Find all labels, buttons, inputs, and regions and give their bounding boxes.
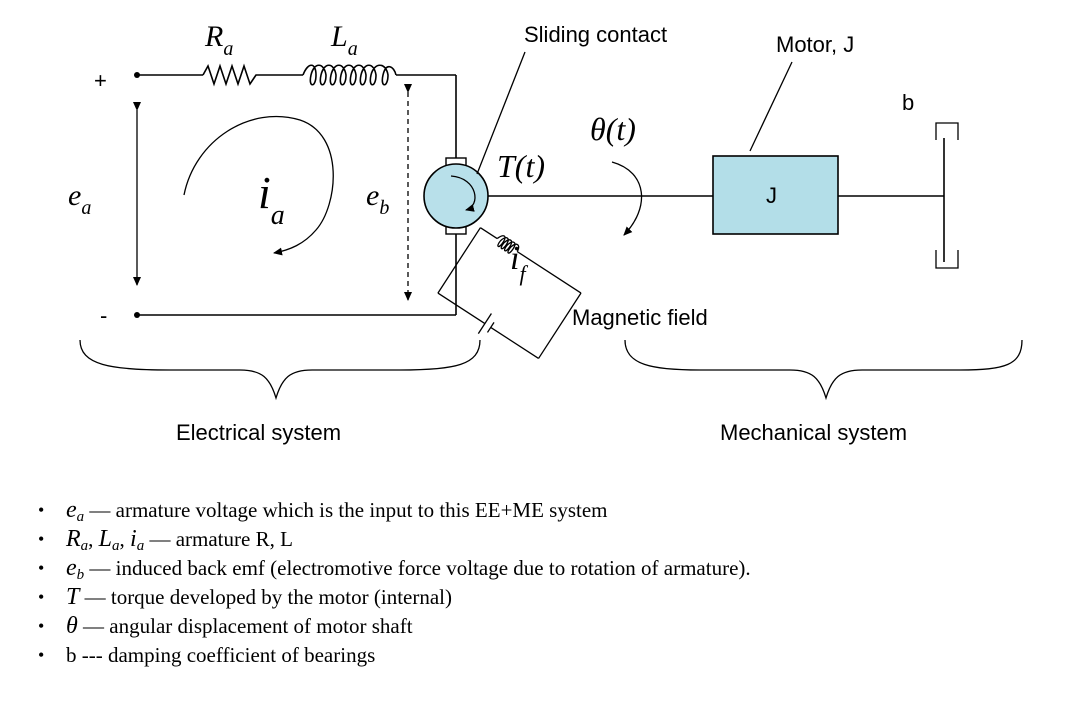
motor-j-pointer	[750, 62, 792, 151]
ra-label: $R_a$	[205, 20, 234, 60]
legend-item-ea: • $e_a$ — armature voltage which is the input to this EE+ME system	[38, 497, 608, 525]
electrical-brace	[80, 340, 480, 398]
field-circuit	[431, 223, 584, 369]
magnetic-field-label: Magnetic field	[572, 305, 708, 330]
legend-item-torque: • T — torque developed by the motor (internal)	[38, 584, 452, 610]
ia-label: $i_a$	[258, 167, 285, 231]
legend-item-eb: • $e_b$ — induced back emf (electromotive force voltage due to rotation of armature).	[38, 555, 751, 583]
if-label: $i_f$	[510, 240, 526, 286]
theta-label: θ(t)	[590, 111, 636, 147]
eb-label: $e_b$	[366, 179, 390, 219]
damping-b-label: b	[902, 90, 915, 115]
la-label: $L_a$	[331, 20, 358, 60]
motor-armature	[424, 164, 488, 228]
resistor-ra	[137, 66, 262, 84]
mechanical-system-label: Mechanical system	[720, 420, 908, 445]
ea-label: $e_a$	[68, 179, 92, 219]
motor-j-label: Motor, J	[776, 32, 855, 57]
theta-rotation-arrow	[612, 162, 642, 235]
torque-label: T(t)	[497, 148, 545, 184]
mechanical-brace	[625, 340, 1022, 398]
legend-item-theta: • θ — angular displacement of motor shaft	[38, 613, 413, 639]
plus-label: +	[94, 68, 107, 93]
sliding-contact-label: Sliding contact	[524, 22, 668, 47]
legend-item-ra-la-ia: • $R_a$, $L_a$, $i_a$ — armature R, L	[38, 526, 293, 554]
j-block-label: J	[766, 183, 777, 208]
electrical-system-label: Electrical system	[176, 420, 342, 445]
inductor-la	[303, 65, 456, 85]
legend-list	[38, 496, 1038, 670]
minus-label: -	[100, 303, 108, 328]
legend-item-damping: • b --- damping coefficient of bearings	[38, 643, 376, 667]
